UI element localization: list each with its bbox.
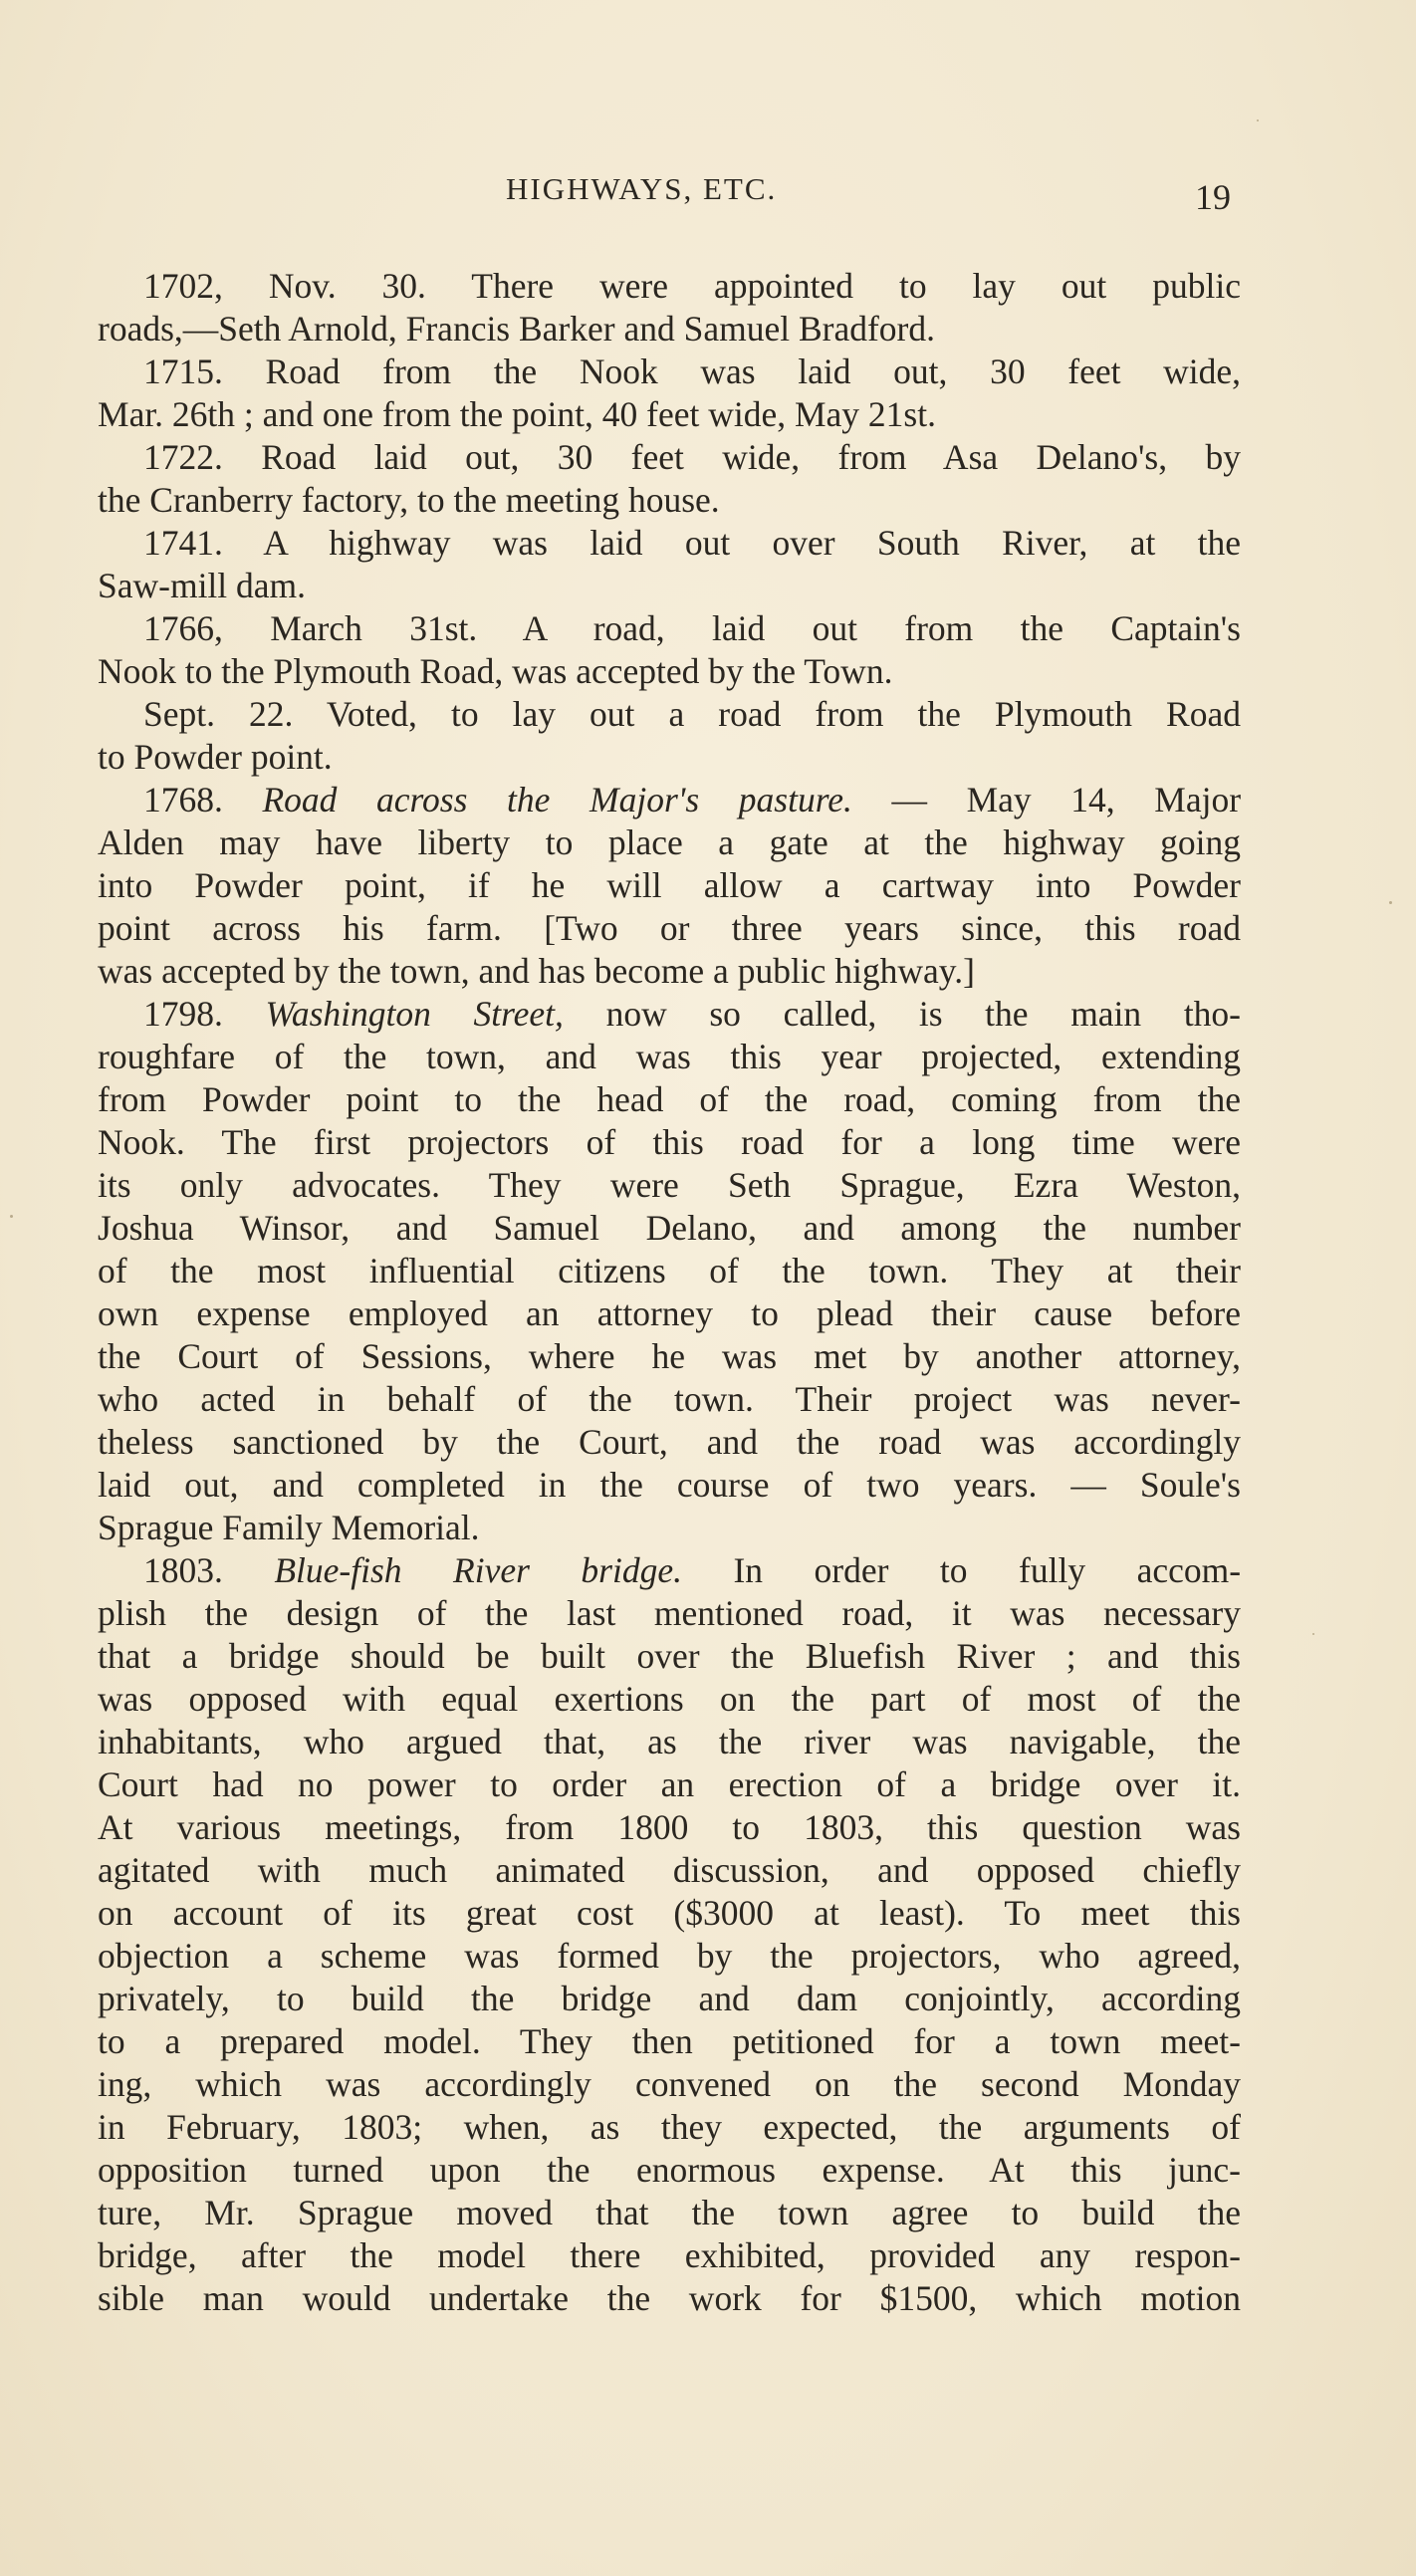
text-line: on account of its great cost ($3000 at least). To meet this	[98, 1893, 1241, 1933]
paper-speck	[1389, 901, 1392, 904]
line-year: 1803.	[143, 1550, 223, 1590]
text-line: to a prepared model. They then petitioned for a town meet-	[98, 2021, 1241, 2061]
text-line: inhabitants, who argued that, as the river was navigable, the	[98, 1722, 1241, 1761]
text-line: that a bridge should be built over the Bluefish River ; and this	[98, 1636, 1241, 1676]
text-line: 1702, Nov. 30. There were appointed to lay out public	[143, 266, 1241, 306]
text-line: 1766, March 31st. A road, laid out from the Captain's	[143, 608, 1241, 648]
text-line: Court had no power to order an erection of a bridge over it.	[98, 1764, 1241, 1804]
paper-speck	[10, 1215, 13, 1218]
text-line: plish the design of the last mentioned road, it was necessary	[98, 1593, 1241, 1633]
text-line: in February, 1803; when, as they expected, the arguments of	[98, 2107, 1241, 2147]
paper-speck	[1312, 1633, 1314, 1635]
line-rest: — May 14, Major	[891, 780, 1242, 820]
text-line: opposition turned upon the enormous expense. At this junc-	[98, 2150, 1241, 2190]
text-line: Nook to the Plymouth Road, was accepted by the Town.	[98, 651, 893, 691]
text-line: agitated with much animated discussion, and opposed chiefly	[98, 1850, 1241, 1890]
text-line: Nook. The first projectors of this road for a long time were	[98, 1122, 1241, 1162]
text-line: 1741. A highway was laid out over South River, at the	[143, 523, 1241, 563]
text-line: was opposed with equal exertions on the part of most of the	[98, 1679, 1241, 1719]
paper-speck	[1257, 119, 1259, 121]
running-head: HIGHWAYS, ETC.	[506, 171, 778, 206]
text-line	[98, 779, 1241, 821]
text-line: from Powder point to the head of the road, coming from the	[98, 1079, 1241, 1119]
text-line: who acted in behalf of the town. Their project was never-	[98, 1379, 1241, 1419]
text-line: point across his farm. [Two or three years since, this road	[98, 908, 1241, 948]
text-line: Sept. 22. Voted, to lay out a road from the Plymouth Road	[143, 694, 1241, 734]
text-line: At various meetings, from 1800 to 1803, this question was	[98, 1807, 1241, 1847]
text-line: roughfare of the town, and was this year projected, extending	[98, 1037, 1241, 1076]
text-line: roads,—Seth Arnold, Francis Barker and Samuel Bradford.	[98, 309, 935, 349]
text-line: Sprague Family Memorial.	[98, 1508, 480, 1547]
line-year: 1768.	[143, 780, 223, 820]
text-line: Alden may have liberty to place a gate at the highway going	[98, 822, 1241, 862]
text-line: ing, which was accordingly convened on the second Monday	[98, 2064, 1241, 2104]
text-line: own expense employed an attorney to plead their cause before	[98, 1293, 1241, 1333]
text-line: privately, to build the bridge and dam conjointly, according	[98, 1979, 1241, 2018]
text-line: Joshua Winsor, and Samuel Delano, and among the number	[98, 1208, 1241, 1248]
text-line	[98, 1549, 1241, 1592]
body-text	[98, 265, 1241, 2320]
text-line: into Powder point, if he will allow a cartway into Powder	[98, 865, 1241, 905]
line-year: 1798.	[143, 994, 223, 1034]
italic-heading: Blue-fish River bridge.	[274, 1550, 682, 1590]
line-rest: In order to fully accom-	[733, 1550, 1242, 1590]
text-line: bridge, after the model there exhibited, provided any respon-	[98, 2235, 1241, 2275]
text-line: to Powder point.	[98, 737, 333, 777]
text-line: theless sanctioned by the Court, and the road was accordingly	[98, 1422, 1241, 1462]
text-line: 1722. Road laid out, 30 feet wide, from Asa Delano's, by	[143, 437, 1241, 477]
text-line: of the most influential citizens of the town. They at their	[98, 1251, 1241, 1290]
text-line: objection a scheme was formed by the projectors, who agreed,	[98, 1936, 1241, 1976]
italic-heading: Washington Street,	[265, 994, 564, 1034]
text-line: was accepted by the town, and has become a public highway.]	[98, 951, 975, 991]
text-line: Saw-mill dam.	[98, 566, 307, 605]
text-line	[98, 993, 1241, 1036]
text-line: sible man would undertake the work for $1500, which motion	[98, 2278, 1241, 2318]
italic-heading: Road across the Major's pasture.	[262, 780, 852, 820]
text-line: laid out, and completed in the course of two years. — Soule's	[98, 1465, 1241, 1505]
page-number: 19	[1195, 177, 1231, 217]
line-rest: now so called, is the main tho-	[605, 994, 1242, 1034]
text-line: Mar. 26th ; and one from the point, 40 feet wide, May 21st.	[98, 394, 936, 434]
text-line: ture, Mr. Sprague moved that the town agree to build the	[98, 2193, 1241, 2232]
text-line: its only advocates. They were Seth Sprague, Ezra Weston,	[98, 1165, 1241, 1205]
text-line: 1715. Road from the Nook was laid out, 30 feet wide,	[143, 351, 1241, 391]
text-line: the Court of Sessions, where he was met by another attorney,	[98, 1336, 1241, 1376]
text-line: the Cranberry factory, to the meeting house.	[98, 480, 720, 520]
